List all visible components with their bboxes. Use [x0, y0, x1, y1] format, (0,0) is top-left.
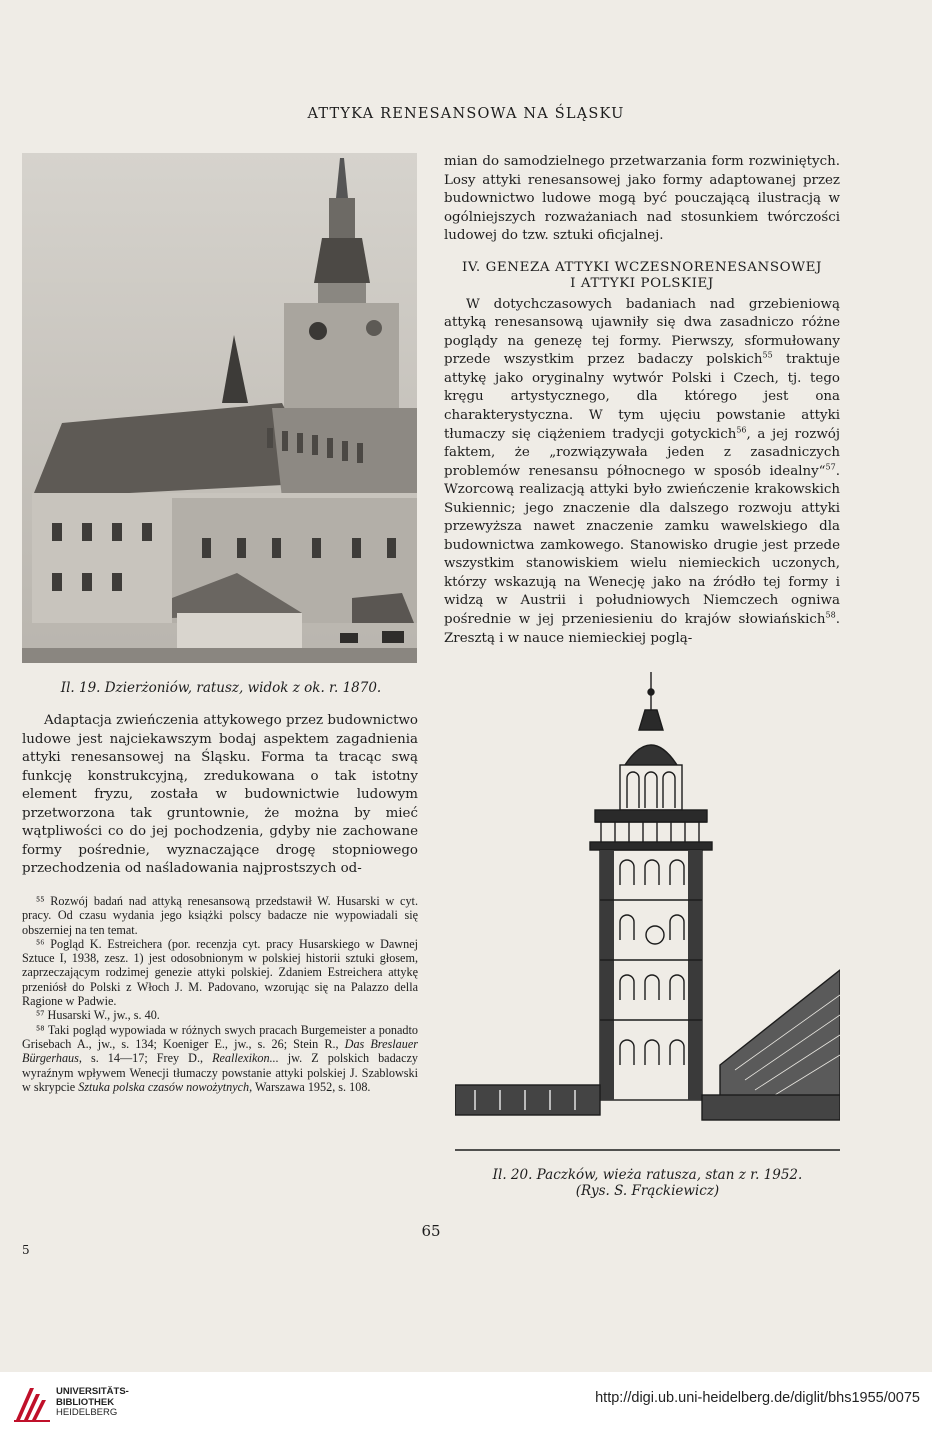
permalink-url[interactable]: http://digi.ub.uni-heidelberg.de/diglit/bhs1955/0075	[595, 1390, 920, 1406]
section-heading-line2: I ATTYKI POLSKIEJ	[570, 275, 714, 291]
tower-drawing	[455, 670, 840, 1165]
fig20-caption-line1: Il. 20. Paczków, wieża ratusza, stan z r. 1952.	[492, 1167, 803, 1183]
fn58-title-1: Das Breslauer Bürgerhaus	[22, 1036, 418, 1066]
printer-signature: 5	[22, 1243, 30, 1257]
fn58-title-3: Sztuka polska czasów nowożytnych	[78, 1079, 250, 1094]
left-column-text	[22, 712, 418, 879]
right-paragraph-2	[444, 296, 840, 648]
para2-c: , a jej rozwój faktem, że „rozwiązywała jeden z zasadniczych problemów renesansu północnego w sposób idealny“	[444, 426, 840, 479]
footnote-ref-58: 58	[825, 610, 836, 620]
footer-bar	[0, 1372, 932, 1440]
page-number: 65	[421, 1222, 441, 1240]
footnotes	[22, 894, 418, 1094]
right-paragraph-1: mian do samodzielnego przetwarzania form rozwiniętych. Losy attyki renesansowej jako formy adaptowanej przez budownictwo ludowe mogą być pouczającą ilustracją w ogólniejszych rozważaniach nad stosunkiem twórczości ludowej do tzw. sztuki oficjalnej.	[444, 154, 840, 244]
para2-d: . Wzorcową realizacją attyki było zwieńczenie krakowskich Sukiennic; jego znaczenie dla dalszego rozwoju attyki przewyższa nawet znaczenie zamku wawelskiego dla budownictwa zamkowego. Stanowisko drugie jest przede wszystkim stanowiskiem wielu niemieckich uczonych, którzy wskazują na Wenecję jako na źródło tej formy i widzą w Austrii i południowych Niemczech ogniwa pośrednie w jej przeniesieniu do krajów słowiańskich	[444, 463, 840, 628]
footnote-ref-57: 57	[825, 462, 836, 472]
fn58-text-a: ⁵⁸ Taki pogląd wypowiada w różnych swych pracach Burgemeister a ponadto Grisebach A., jw., s. 134; Koeniger E., jw., s. 26; Stein R.,	[22, 1022, 418, 1051]
heidelberg-library-logo-icon[interactable]	[12, 1384, 52, 1424]
library-line1: UNIVERSITÄTS-	[56, 1386, 129, 1397]
footnote-55: ⁵⁵ Rozwój badań nad attyką renesansową przedstawił W. Husarski w cyt. pracy. Od czasu wydania jego książki polscy badacze nie wypowiadali się obszerniej na ten temat.	[22, 894, 418, 937]
fn58-text-c: jw. Z polskich badaczy wyraźnym wpływem Wenecji tłumaczy powstanie attyki polskiej J. Szablowski w skrypcie	[22, 1051, 418, 1094]
footnote-56: ⁵⁶ Pogląd K. Estreichera (por. recenzja cyt. pracy Husarskiego w Dawnej Sztuce I, 1938, zesz. 1) jest odosobnionym w polskiej historii sztuki głosem, zaprzeczającym rodzimej genezie attyki polskiej. Zdaniem Estreichera attykę przeniósł do Polski z Włoch J. M. Padovano, wzorując się na Palazzo della Ragione w Padwie.	[22, 936, 418, 1009]
library-line3: HEIDELBERG	[56, 1407, 118, 1418]
footnote-ref-55: 55	[762, 350, 773, 360]
town-hall-photo	[22, 153, 417, 663]
section-heading	[444, 260, 840, 292]
para2-e: . Zresztą i w nauce niemieckiej poglą-	[444, 612, 840, 646]
para2-b: traktuje attykę jako oryginalny wytwór Polski i Czech, tj. tego kręgu artystycznego, dla którego jest ona charakterystyczna. W tym ujęciu powstanie attyki tłumaczy się ciążeniem tradycji gotyckich	[444, 352, 841, 442]
footnote-58	[22, 1023, 418, 1094]
fig19-caption: Il. 19. Dzierżoniów, ratusz, widok z ok. r. 1870.	[60, 680, 382, 696]
left-paragraph: Adaptacja zwieńczenia attykowego przez budownictwo ludowe jest najciekawszym bodaj aspektem zagadnienia attyki renesansowej na Śląsku. Forma ta tracąc swą funkcję konstrukcyjną, zredukowana o tak istotny element fryzu, została w budownictwie ludowym przetworzona tak gruntownie, że można by mieć wątpliwości co do jej pochodzenia, gdyby nie zachowane formy pośrednie, wyznaczające drogę stopniowego przechodzenia od naśladowania najprostszych od-	[22, 713, 418, 877]
section-heading-line1: IV. GENEZA ATTYKI WCZESNORENESANSOWEJ	[462, 259, 822, 275]
fn58-text-d: , Warszawa 1952, s. 108.	[249, 1079, 371, 1094]
fig20-caption	[455, 1167, 840, 1199]
footnote-57: ⁵⁷ Husarski W., jw., s. 40.	[36, 1008, 160, 1023]
fn58-title-2: Reallexikon...	[212, 1051, 279, 1066]
library-line2: BIBLIOTHEK	[56, 1396, 115, 1408]
para2-a: W dotychczasowych badaniach nad grzebieniową attyką renesansową ujawniły się dwa zasadniczo różne poglądy na genezę tej formy. Pierwszy, sformułowany przede wszystkim przez badaczy polskich	[444, 296, 840, 368]
fn58-text-b: , s. 14—17; Frey D.,	[78, 1051, 213, 1066]
right-column-text	[444, 153, 840, 648]
fig20-caption-line2: (Rys. S. Frąckiewicz)	[575, 1183, 720, 1199]
footnote-ref-56: 56	[736, 425, 747, 435]
running-title: ATTYKA RENESANSOWA NA ŚLĄSKU	[307, 106, 625, 122]
library-name[interactable]	[56, 1387, 129, 1419]
